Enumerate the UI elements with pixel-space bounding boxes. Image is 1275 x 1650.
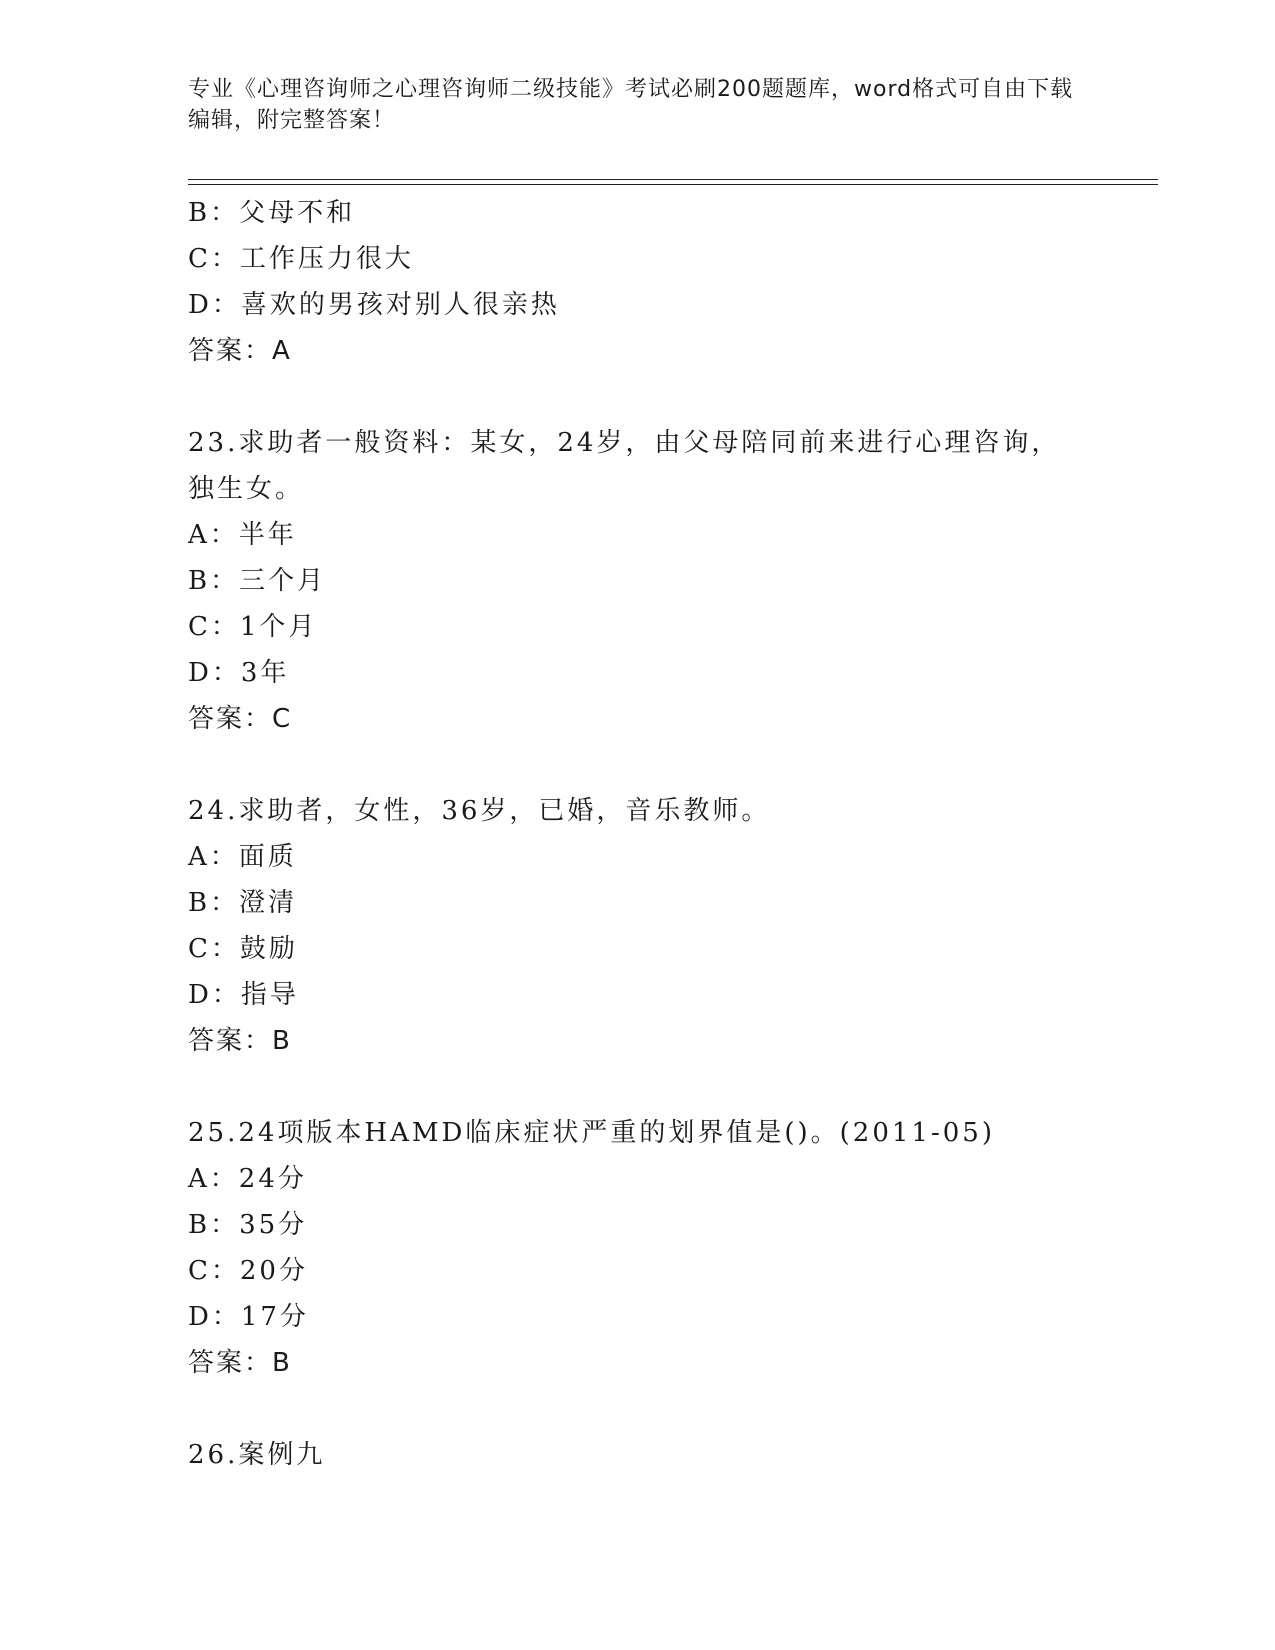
- option-a: A：半年: [188, 520, 297, 550]
- option-b: B：父母不和: [188, 198, 356, 228]
- option-d: D：3年: [188, 658, 290, 688]
- answer-line: 答案：C: [188, 704, 293, 734]
- header-text: 专业《心理咨询师之心理咨询师二级技能》考试必刷200题题库，word格式可自由下载编辑，附完整答案！: [188, 77, 1074, 133]
- option-c: C：工作压力很大: [188, 244, 414, 274]
- answer-line: 答案：A: [188, 336, 292, 366]
- question-text: 24.求助者，女性，36岁，已婚，音乐教师。: [188, 796, 771, 826]
- spacer: [188, 1386, 1118, 1432]
- answer-line: 答案：B: [188, 1026, 292, 1056]
- option-b: B：澄清: [188, 888, 298, 918]
- question-text: 25.24项版本HAMD临床症状严重的划界值是()。(2011-05): [188, 1118, 995, 1148]
- option-c: C：1个月: [188, 612, 318, 642]
- option-d: D：指导: [188, 980, 299, 1010]
- question-text: 26.案例九: [188, 1440, 326, 1470]
- option-d: D：17分: [188, 1302, 309, 1332]
- document-header: [188, 74, 1088, 136]
- option-a: A：24分: [188, 1164, 307, 1194]
- question-24: [188, 788, 1118, 1064]
- option-b: B：35分: [188, 1210, 308, 1240]
- spacer: [188, 742, 1118, 788]
- option-c: C：鼓励: [188, 934, 298, 964]
- header-divider-top: [188, 179, 1158, 180]
- option-c: C：20分: [188, 1256, 308, 1286]
- question-text: 23.求助者一般资料：某女，24岁，由父母陪同前来进行心理咨询，独生女。: [188, 428, 1061, 504]
- option-b: B：三个月: [188, 566, 327, 596]
- question-23: [188, 420, 1118, 742]
- header-divider-bottom: [188, 184, 1158, 185]
- spacer: [188, 1064, 1118, 1110]
- answer-line: 答案：B: [188, 1348, 292, 1378]
- question-25: [188, 1110, 1118, 1386]
- document-body: [188, 190, 1118, 1478]
- option-a: A：面质: [188, 842, 297, 872]
- question-26: [188, 1432, 1118, 1478]
- option-d: D：喜欢的男孩对别人很亲热: [188, 290, 560, 320]
- question-fragment-22: [188, 190, 1118, 374]
- spacer: [188, 374, 1118, 420]
